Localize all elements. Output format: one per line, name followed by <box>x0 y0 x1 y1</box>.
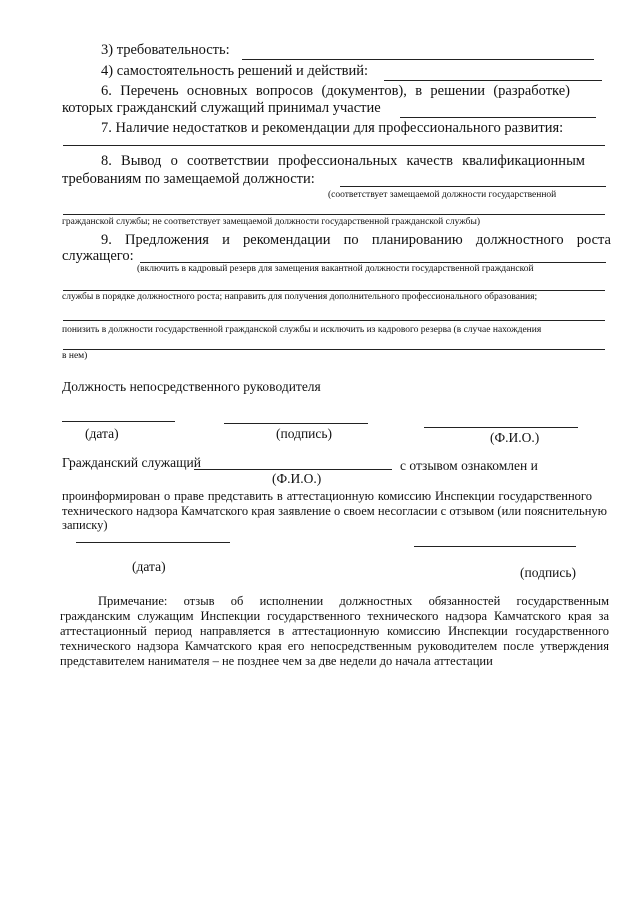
item-8-line-2: требованиям по замещаемой должности: <box>62 171 315 187</box>
manager-signature-caption: (подпись) <box>276 426 333 441</box>
item-9-hint-3: понизить в должности государственной гражданской службы и исключить из кадрового резерва (в случае нахождения <box>62 325 542 335</box>
note-line-5: представителем нанимателя – не позднее чем за две недели до начала аттестации <box>60 654 493 668</box>
note-line-3: аттестационный период направляется в аттестационную комиссию Инспекции государственного <box>60 624 609 638</box>
item-4-label: 4) самостоятельность решений и действий: <box>101 63 369 79</box>
item-8-hint-2: гражданской службы; не соответствует замещаемой должности государственной гражданской службы) <box>62 217 481 227</box>
item-6-line-1: 6. Перечень основных вопросов (документов), в решении (разработке) <box>101 83 570 99</box>
servant-fio-caption: (Ф.И.О.) <box>272 471 322 486</box>
servant-signature-caption: (подпись) <box>520 565 577 580</box>
item-9-line-2: служащего: <box>62 248 134 264</box>
item-8-fill-line <box>340 186 606 187</box>
informed-line-3: записку) <box>62 518 108 532</box>
item-9-hint-1: (включить в кадровый резерв для замещения вакантной должности государственной гражданской <box>137 264 534 274</box>
item-9-fill-line <box>140 262 606 263</box>
manager-date-line <box>62 421 175 422</box>
item-3-label: 3) требовательность: <box>101 42 230 58</box>
item-8-line-1: 8. Вывод о соответствии профессиональных качеств квалификационным <box>101 153 585 169</box>
item-7-fill-line <box>63 145 605 146</box>
item-6-fill-line <box>400 117 596 118</box>
item-9-hint-4: в нем) <box>62 351 88 361</box>
note-line-1: Примечание: отзыв об исполнении должностных обязанностей государственным <box>98 594 609 608</box>
acquainted-text: с отзывом ознакомлен и <box>400 458 538 473</box>
item-9-fill-line-2 <box>63 290 605 291</box>
servant-date-caption: (дата) <box>132 559 166 574</box>
item-7-label: 7. Наличие недостатков и рекомендации для профессионального развития: <box>101 120 564 136</box>
manager-signature-line <box>224 423 368 424</box>
item-9-fill-line-3 <box>63 320 605 321</box>
item-9-line-1: 9. Предложения и рекомендации по планированию должностного роста <box>101 232 611 248</box>
item-4-fill-line <box>384 80 602 81</box>
informed-line-2: технического надзора Камчатского края заявление о своем несогласии с отзывом (или пояснительную <box>62 504 607 518</box>
note-line-4: технического надзора Камчатского края его непосредственным руководителем после утверждения <box>60 639 609 653</box>
informed-line-1: проинформирован о праве представить в аттестационную комиссию Инспекции государственного <box>62 489 592 503</box>
servant-fio-line <box>194 469 392 470</box>
item-3-fill-line <box>242 59 594 60</box>
item-9-hint-2: службы в порядке должностного роста; направить для получения дополнительного профессионального образования; <box>62 292 538 302</box>
manager-date-caption: (дата) <box>85 426 119 441</box>
manager-fio-line <box>424 427 578 428</box>
servant-label: Гражданский служащий <box>62 455 201 470</box>
item-8-hint-1: (соответствует замещаемой должности государственной <box>328 190 557 200</box>
item-8-fill-line-2 <box>63 214 605 215</box>
note-line-2: гражданским служащим Инспекции государственного технического надзора Камчатского края за <box>60 609 609 623</box>
servant-signature-line <box>414 546 576 547</box>
item-9-fill-line-4 <box>63 349 605 350</box>
manager-fio-caption: (Ф.И.О.) <box>490 430 540 445</box>
servant-date-line <box>76 542 230 543</box>
item-6-line-2: которых гражданский служащий принимал участие <box>62 100 381 116</box>
manager-position-label: Должность непосредственного руководителя <box>62 379 321 394</box>
